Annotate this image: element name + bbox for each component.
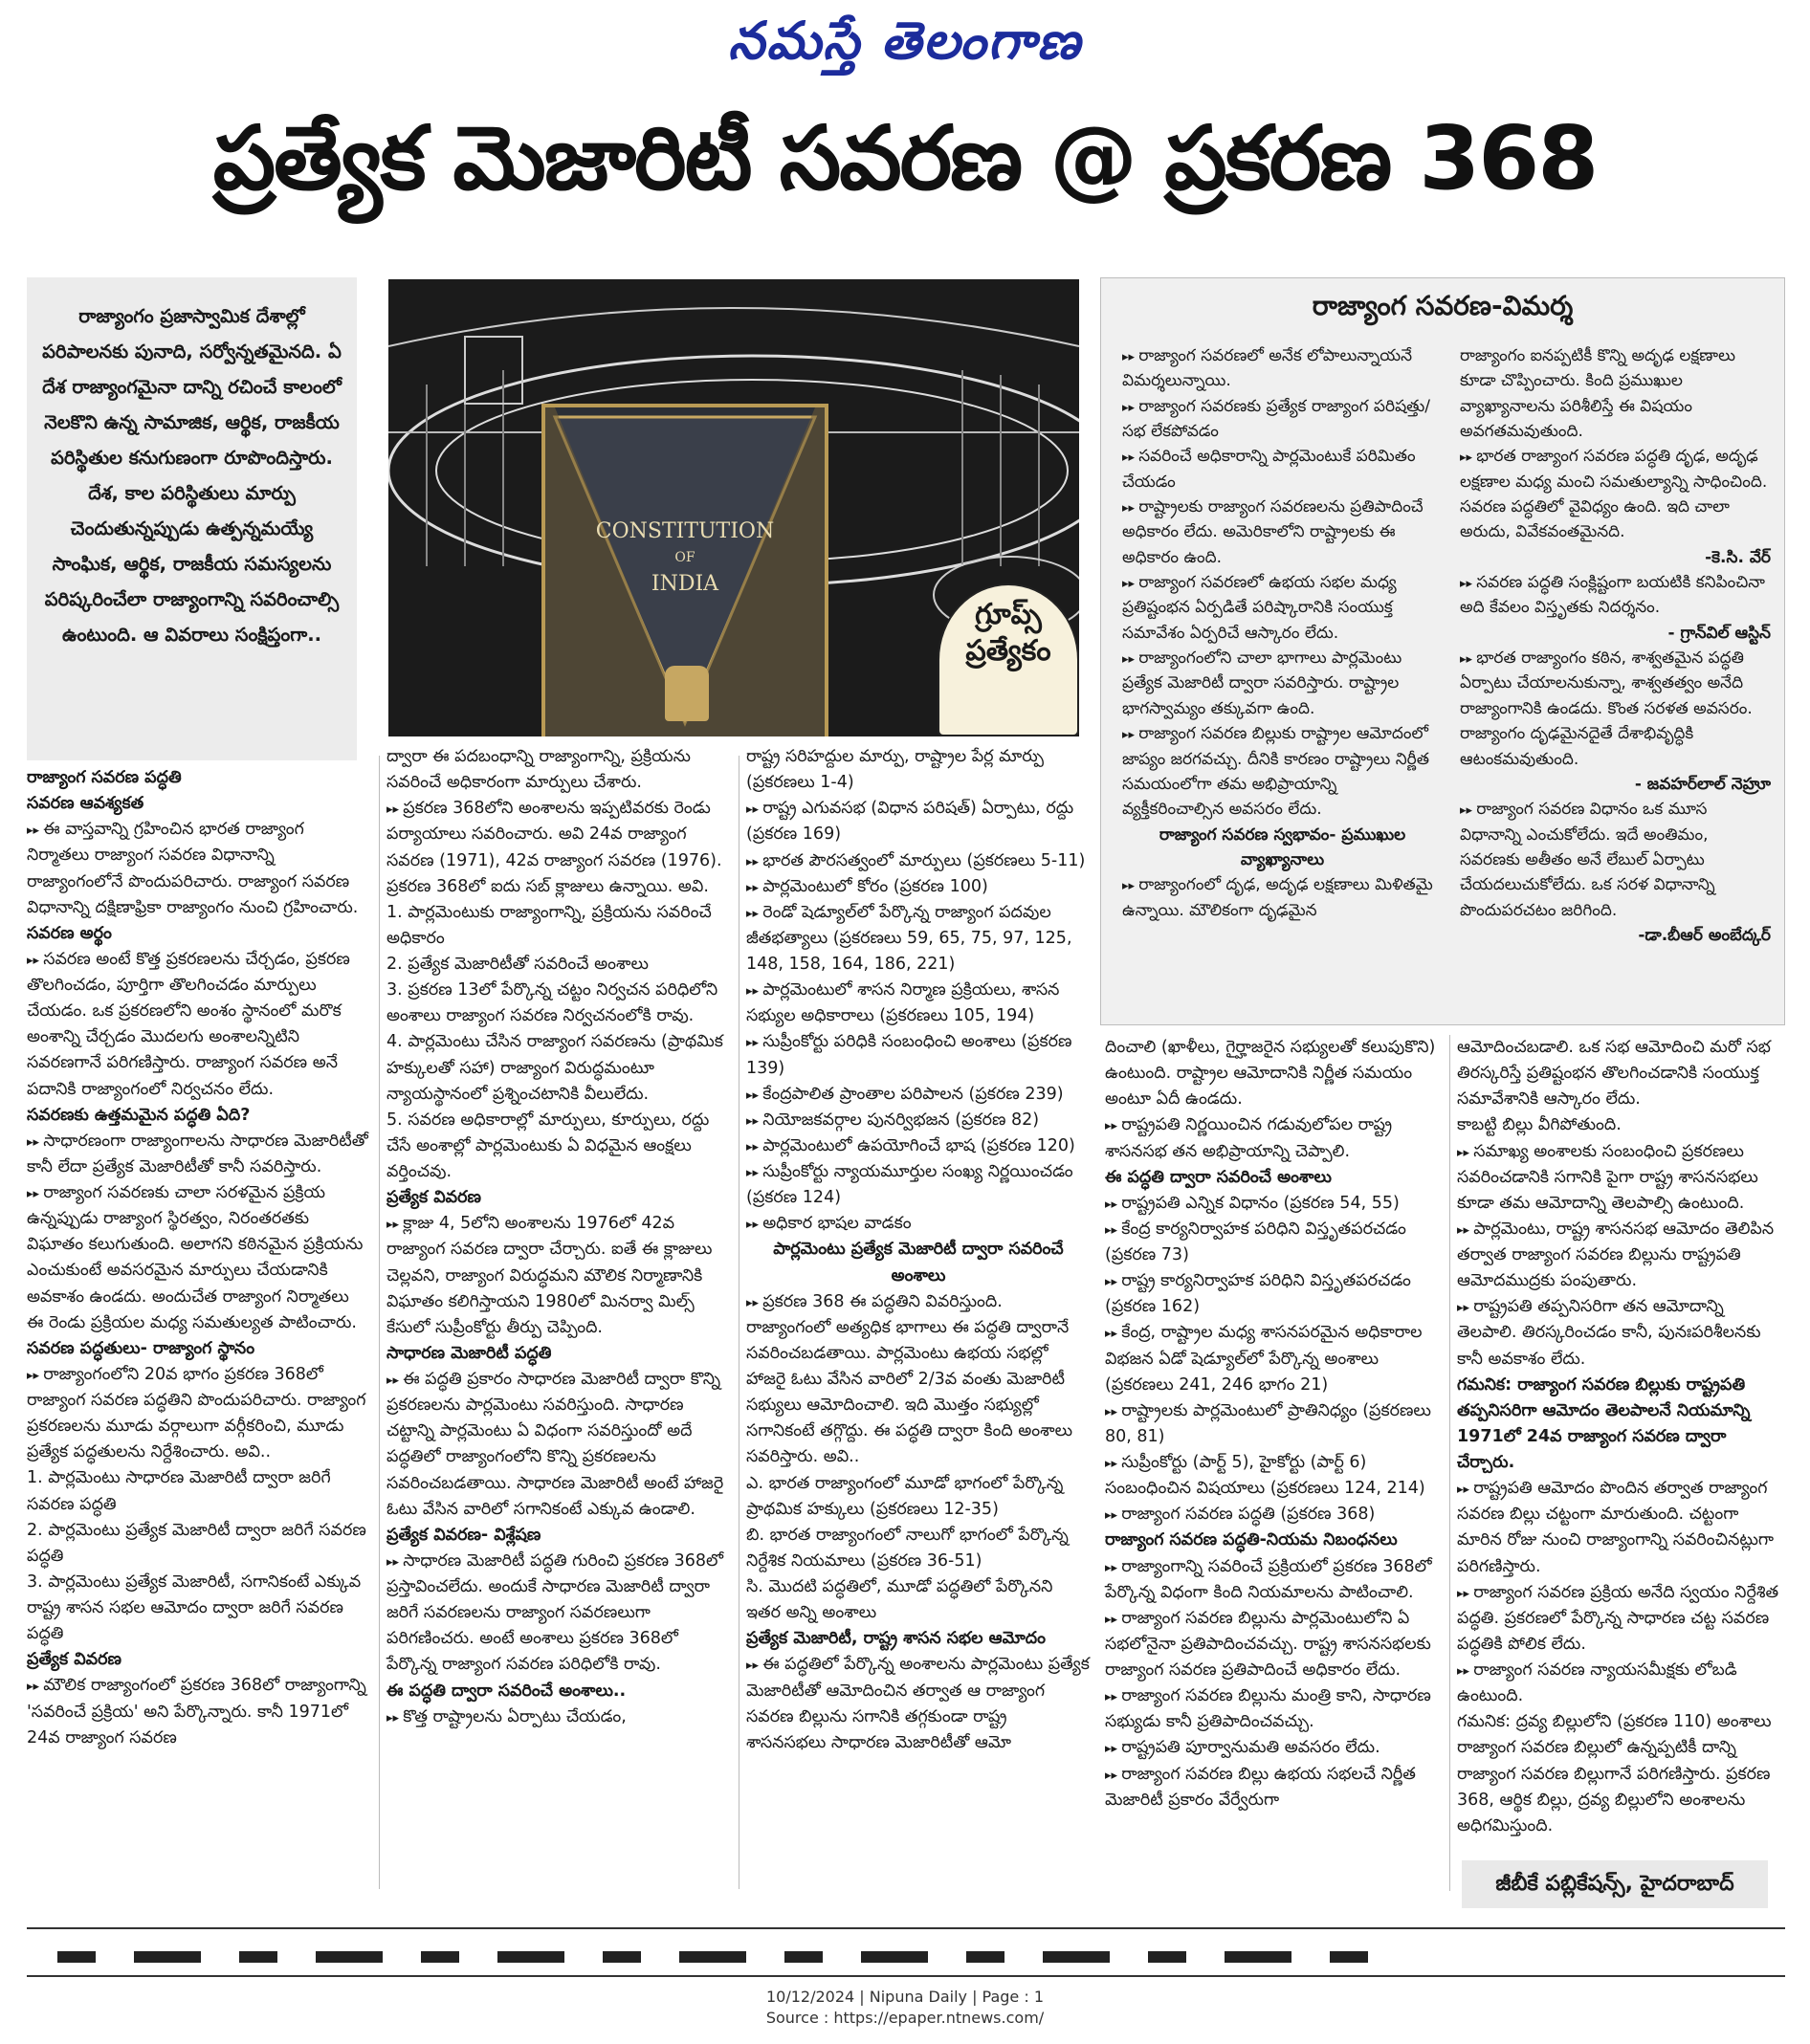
list-item: ▸▸ రాజ్యాంగ సవరణకు ప్రత్యేక రాజ్యాంగ పరిషత్తు/సభ లేకపోవడం: [1122, 394, 1443, 445]
column-1: [27, 765, 369, 1751]
section-heading: సవరణకు ఉత్తమమైన పద్ధతి ఏది?: [27, 1105, 251, 1125]
column-5: [1457, 1035, 1787, 1839]
book-india: INDIA: [651, 572, 719, 596]
paragraph: రాష్ట్ర సరిహద్దుల మార్పు, రాష్ట్రాల పేర్ల మార్పు (ప్రకరణలు 1-4): [746, 747, 1044, 793]
lettered-item: సి. మొదటి పద్ధతిలో, మూడో పద్ధతిలో పేర్కొనని ఇతర అన్ని అంశాలు: [746, 1577, 1053, 1623]
numbered-item: 3. ప్రకరణ 13లో పేర్కొన్న చట్టం నిర్వచన పరిధిలోని అంశాలు రాజ్యాంగ సవరణ నిర్వచనంలోకి రావు.: [386, 980, 718, 1026]
page-headline: ప్రత్యేక మెజారిటీ సవరణ @ ప్రకరణ 368: [212, 107, 1598, 209]
column-divider: [379, 756, 380, 1889]
list-item: ▸▸ రాజ్యాంగంలోని చాలా భాగాలు పార్లమెంటు ప్రత్యేక మెజారిటీ ద్వారా సవరిస్తారు. రాష్ట్రాల భాగస్వామ్యం తక్కువగా ఉంది.: [1122, 646, 1443, 721]
criticism-box: [1100, 277, 1785, 1025]
footer-rule: [27, 1975, 1785, 1977]
list-item: ▸▸ రాష్ట్రపతి ఆమోదం పొందిన తర్వాత రాజ్యాంగ సవరణ బిల్లు చట్టంగా మారుతుంది. చట్టంగా మారిన రోజు నుంచి రాజ్యాంగాన్ని సవరించినట్లుగా పరిగణిస్తారు.: [1457, 1476, 1787, 1580]
list-item: ▸▸ రాజ్యాంగ సవరణ బిల్లుకు రాష్ట్రాల ఆమోదంలో జాప్యం జరగవచ్చు. దీనికి కారణం రాష్ట్రాలు నిర్ణీత సమయంలోగా తమ అభిప్రాయాన్ని వ్యక్తీకరించాల్సిన అవసరం లేదు.: [1122, 721, 1443, 822]
paragraph: ▸▸ సవరణ అంటే కొత్త ప్రకరణలను చేర్చడం, ప్రకరణ తొలగించడం, పూర్తిగా తొలగించడం మార్పులు చేయడం. ఒక ప్రకరణలోని అంశం స్థానంలో మరొక అంశాన్ని చేర్చడం మొదలగు అంశాలన్నిటిని సవరణగానే పరిగణిస్తారు. రాజ్యాంగ సవరణ అనే పదానికి రాజ్యాంగంలో నిర్వచనం లేదు.: [27, 947, 369, 1103]
paragraph: ▸▸ కొత్త రాష్ట్రాలను ఏర్పాటు చేయడం,: [386, 1704, 729, 1730]
numbered-item: 2. పార్లమెంటు ప్రత్యేక మెజారిటీ ద్వారా జరిగే సవరణ పద్ధతి: [27, 1520, 366, 1566]
list-item: ▸▸ సుప్రీంకోర్టు పరిధికి సంబంధించి అంశాలు (ప్రకరణ 139): [746, 1029, 1091, 1081]
paragraph: ▸▸ రాజ్యాంగంలోని 20వ భాగం ప్రకరణ 368లో రాజ్యాంగ సవరణ పద్ధతిని పొందుపరిచారు. రాజ్యాంగ ప్రకరణలను మూడు వర్గాలుగా వర్గీకరించి, మూడు ప్రత్యేక పద్ధతులను నిర్దేశించారు. అవి..: [27, 1362, 369, 1466]
list-item: ▸▸ రెండో షెడ్యూల్‌లో పేర్కొన్న రాజ్యాంగ పదవుల జీతభత్యాలు (ప్రకరణలు 59, 65, 75, 97, 125, 148, 158, 164, 186, 221): [746, 900, 1091, 978]
paragraph: ▸▸ ప్రకరణ 368 ఈ పద్ధతిని వివరిస్తుంది. రాజ్యాంగంలో అత్యధిక భాగాలు ఈ పద్ధతి ద్వారానే సవరించబడతాయి. పార్లమెంటు ఉభయ సభల్లో హాజరై ఓటు వేసిన వారిలో 2/3వ వంతు మెజారిటీ సభ్యులు ఆమోదించాలి. ఇది మొత్తం సభ్యుల్లో సగానికంటే తగ్గొద్దు. ఈ పద్ధతి ద్వారా కింది అంశాలు సవరిస్తారు. అవి..: [746, 1289, 1091, 1471]
paragraph: ▸▸ ఈ పద్ధతి ప్రకారం సాధారణ మెజారిటీ ద్వారా కొన్ని ప్రకరణలను పార్లమెంటు సవరిస్తుంది. సాధారణ చట్టాన్ని పార్లమెంటు ఏ విధంగా సవరిస్తుందో అదే పద్ధతిలో రాజ్యాంగంలోని కొన్ని ప్రకరణలను సవరించబడతాయి. సాధారణ మెజారిటీ అంటే హాజరై ఓటు వేసిన వారిలో సగానికంటే ఎక్కువ ఉండాలి.: [386, 1367, 729, 1523]
note-text: గమనిక: రాజ్యాంగ సవరణ బిల్లుకు రాష్ట్రపతి తప్పనిసరిగా ఆమోదం తెలపాలనే నియమాన్ని 1971లో 24వ రాజ్యాంగ సవరణ ద్వారా చేర్చారు.: [1457, 1374, 1751, 1472]
book-title: CONSTITUTION: [595, 519, 775, 543]
paragraph: ▸▸ ఈ పద్ధతిలో పేర్కొన్న అంశాలను పార్లమెంటు ప్రత్యేక మెజారిటీతో ఆమోదించిన తర్వాత ఆ రాజ్యాంగ సవరణ బిల్లును సగానికి తగ్గకుండా రాష్ట్ర శాసనసభలు సాధారణ మెజారిటీతో ఆమో: [746, 1652, 1091, 1756]
footer-date: 10/12/2024 | Nipuna Daily | Page : 1: [765, 1988, 1045, 2006]
section-heading: రాజ్యాంగ సవరణ స్వభావం- ప్రముఖుల వ్యాఖ్యానాలు: [1159, 824, 1406, 869]
section-heading: రాజ్యాంగ సవరణ పద్ధతి: [27, 768, 182, 787]
list-item: ▸▸ రాష్ట్రపతి తప్పనిసరిగా తన ఆమోదాన్ని తెలపాలి. తిరస్కరించడం కానీ, పునఃపరిశీలనకు కానీ అవకాశం లేదు.: [1457, 1294, 1787, 1372]
list-item: ▸▸ రాజ్యాంగ సవరణలో అనేక లోపాలున్నాయనే విమర్శలున్నాయి.: [1122, 343, 1443, 394]
list-item: ▸▸ సుప్రీంకోర్టు (పార్ట్ 5), హైకోర్టు (పార్ట్ 6) సంబంధించిన విషయాలు (ప్రకరణలు 124, 214): [1105, 1450, 1442, 1502]
paragraph: రాజ్యాంగం ఐనప్పటికీ కొన్ని అదృఢ లక్షణాలు కూడా చొప్పించారు. కింది ప్రముఖుల వ్యాఖ్యానాలను పరిశీలిస్తే ఈ విషయం అవగతమవుతుంది.: [1460, 346, 1736, 442]
numbered-item: 5. సవరణ అధికారాల్లో మార్పులు, కూర్పులు, రద్దు చేసే అంశాల్లో పార్లమెంటుకు ఏ విధమైన ఆంక్షలు వర్తించవు.: [386, 1110, 710, 1181]
paragraph: ▸▸ రాష్ట్రపతి నిర్ణయించిన గడువులోపల రాష్ట్ర శాసనసభ తన అభిప్రాయాన్ని చెప్పాలి.: [1105, 1112, 1442, 1164]
book-of: OF: [674, 550, 695, 565]
masthead-logo: నమస్తే తెలంగాణ: [728, 10, 1082, 71]
cutoff-strip: [57, 1951, 1397, 1963]
list-item: ▸▸ నియోజకవర్గాల పునర్విభజన (ప్రకరణ 82): [746, 1108, 1091, 1133]
list-item: ▸▸ రాష్ట్రాలకు పార్లమెంటులో ప్రాతినిధ్యం (ప్రకరణలు 80, 81): [1105, 1398, 1442, 1450]
note-text: గమనిక: ద్రవ్య బిల్లులోని (ప్రకరణ 110) అంశాలు రాజ్యాంగ సవరణ బిల్లులో ఉన్నప్పటికీ దాన్ని రాజ్యాంగ సవరణ బిల్లుగానే పరిగణిస్తారు. ప్రకరణ 368, ఆర్థిక బిల్లు, ద్రవ్య బిల్లులోని అంశాలను అధిగమిస్తుంది.: [1457, 1712, 1772, 1835]
intro-box: రాజ్యాంగం ప్రజాస్వామిక దేశాల్లో పరిపాలనకు పునాది, సర్వోన్నతమైనది. ఏ దేశ రాజ్యాంగమైనా దాన్ని రచించే కాలంలో నెలకొని ఉన్న సామాజిక, ఆర్థిక, రాజకీయ పరిస్థితుల కనుగుణంగా రూపొందిస్తారు. దేశ, కాల పరిస్థితులు మార్పు చెందుతున్నప్పుడు ఉత్పన్నమయ్యే సాంఘిక, ఆర్థిక, రాజకీయ సమస్యలను పరిష్కరించేలా రాజ్యాంగాన్ని సవరించాల్సి ఉంటుంది. ఆ వివరాలు సంక్షిప్తంగా..: [27, 277, 357, 760]
list-item: ▸▸ రాజ్యాంగ సవరణ ప్రక్రియ అనేది స్వయం నిర్దేశిత పద్ధతి. ప్రకరణలో పేర్కొన్న సాధారణ చట్ట సవరణ పద్ధతికి పోలిక లేదు.: [1457, 1580, 1787, 1658]
paragraph: ద్వారా ఈ పదబంధాన్ని రాజ్యాంగాన్ని, ప్రక్రియను సవరించే అధికారంగా మార్పులు చేశారు.: [386, 747, 691, 793]
numbered-item: 2. ప్రత్యేక మెజారిటీతో సవరించే అంశాలు: [386, 955, 649, 974]
paragraph: ▸▸ సాధారణ మెజారిటీ పద్ధతి గురించి ప్రకరణ 368లో ప్రస్తావించలేదు. అందుకే సాధారణ మెజారిటీ ద్వారా జరిగే సవరణలను రాజ్యాంగ సవరణలుగా పరిగణించరు. అంటే అంశాలు ప్రకరణ 368లో పేర్కొన్న రాజ్యాంగ సవరణ పరిధిలోకి రావు.: [386, 1549, 729, 1679]
list-item: ▸▸ రాజ్యాంగ సవరణ బిల్లును పార్లమెంటులోని ఏ సభలోనైనా ప్రతిపాదించవచ్చు. రాష్ట్ర శాసనసభలకు రాజ్యాంగ సవరణ ప్రతిపాదించే అధికారం లేదు.: [1105, 1606, 1442, 1683]
list-item: ▸▸ పార్లమెంటు, రాష్ట్ర శాసనసభ ఆమోదం తెలిపిన తర్వాత రాజ్యాంగ సవరణ బిల్లును రాష్ట్రపతి ఆమోదముద్రకు పంపుతారు.: [1457, 1217, 1787, 1294]
box-right-column: [1460, 343, 1771, 948]
paragraph: కాబట్టి బిల్లు వీగిపోతుంది.: [1457, 1115, 1622, 1135]
quote-text: ▸▸ భారత రాజ్యాంగ సవరణ పద్ధతి దృఢ, అదృఢ లక్షణాల మధ్య మంచి సమతుల్యాన్ని సాధించింది. సవరణ పద్ధతిలో వైవిధ్యం ఉంది. ఇది చాలా అరుదు, వివేకవంతమైనది.: [1460, 444, 1771, 544]
paragraph: ఆమోదించబడాలి. ఒక సభ ఆమోదించి మరో సభ తిరస్కరిస్తే ప్రతిష్టంభన తొలగించడానికి సంయుక్త సమావేశానికి ఆస్కారం లేదు.: [1457, 1038, 1771, 1110]
section-heading: ప్రత్యేక వివరణ: [27, 1650, 121, 1670]
list-item: ▸▸ రాష్ట్రపతి పూర్వానుమతి అవసరం లేదు.: [1105, 1735, 1442, 1761]
quote-text: ▸▸ భారత రాజ్యాంగం కఠిన, శాశ్వతమైన పద్ధతి ఏర్పాటు చేయాలనుకున్నా, శాశ్వతత్వం అనేది రాజ్యాంగానికి ఉండదు. కొంత సరళత అవసరం. రాజ్యాంగం దృఢమైనదైతే దేశాభివృద్ధికి ఆటంకమవుతుంది.: [1460, 646, 1771, 772]
groups-badge: గ్రూప్స్ ప్రత్యేకం: [938, 583, 1079, 736]
section-heading: ప్రత్యేక వివరణ- విశ్లేషణ: [386, 1525, 541, 1545]
box-title: రాజ్యాంగ సవరణ-విమర్శ: [1312, 290, 1574, 321]
section-heading: ఈ పద్ధతి ద్వారా సవరించే అంశాలు: [1105, 1167, 1332, 1187]
list-item: ▸▸ రాజ్యాంగ సవరణ పద్ధతి (ప్రకరణ 368): [1105, 1502, 1442, 1528]
list-item: ▸▸ రాష్ట్రపతి ఎన్నిక విధానం (ప్రకరణ 54, 55): [1105, 1191, 1442, 1217]
list-item: ▸▸ రాజ్యాంగ సవరణలో ఉభయ సభల మధ్య ప్రతిష్టంభన ఏర్పడితే పరిష్కారానికి సంయుక్త సమావేశం ఏర్పరిచే ఆస్కారం లేదు.: [1122, 570, 1443, 646]
section-heading: పార్లమెంటు ప్రత్యేక మెజారిటీ ద్వారా సవరించే అంశాలు: [773, 1240, 1064, 1286]
list-item: ▸▸ కేంద్రపాలిత ప్రాంతాల పరిపాలన (ప్రకరణ 239): [746, 1082, 1091, 1108]
quote-author: -కె.సి. వేర్: [1705, 547, 1771, 567]
quote-text: ▸▸ సవరణ పద్ధతి సంక్లిష్టంగా బయటికి కనిపించినా అది కేవలం విస్తృతకు నిదర్శనం.: [1460, 570, 1771, 621]
section-heading: సాధారణ మెజారిటీ పద్ధతి: [386, 1343, 552, 1363]
list-item: ▸▸ కేంద్ర, రాష్ట్రాల మధ్య శాసనపరమైన అధికారాల విభజన ఏడో షెడ్యూల్‌లో పేర్కొన్న అంశాలు (ప్రకరణలు 241, 246 భాగం 21): [1105, 1320, 1442, 1397]
section-heading: ప్రత్యేక వివరణ: [386, 1188, 481, 1208]
section-heading: సవరణ అర్థం: [27, 923, 112, 943]
list-item: ▸▸ పార్లమెంటులో ఉపయోగించే భాష (ప్రకరణ 120): [746, 1133, 1091, 1159]
paragraph: ▸▸ మౌలిక రాజ్యాంగంలో ప్రకరణ 368లో రాజ్యాంగాన్ని 'సవరించే ప్రక్రియ' అని పేర్కొన్నారు. కానీ 1971లో 24వ రాజ్యాంగ సవరణ: [27, 1673, 369, 1750]
column-4: [1105, 1035, 1442, 1813]
list-item: ▸▸ రాజ్యాంగంలో దృఢ, అదృఢ లక్షణాలు మిళితమై ఉన్నాయి. మౌలికంగా దృఢమైన: [1122, 872, 1443, 923]
section-heading: ప్రత్యేక మెజారిటీ, రాష్ట్ర శాసన సభల ఆమోదం: [746, 1629, 1046, 1649]
numbered-item: 4. పార్లమెంటు చేసిన రాజ్యాంగ సవరణను (ప్రాథమిక హక్కులతో సహా) రాజ్యాంగ విరుద్ధమంటూ న్యాయస్థానంలో ప్రశ్నించటానికి వీలులేదు.: [386, 1032, 723, 1104]
paragraph: ▸▸ రాజ్యాంగ సవరణకు చాలా సరళమైన ప్రక్రియ ఉన్నప్పుడు రాజ్యాంగ స్థిరత్వం, నిరంతరతకు విఘాతం కలుగుతుంది. అలాగని కఠినమైన ప్రక్రియను ఎంచుకుంటే అవసరమైన మార్పులు చేయడానికి అవకాశం ఉండదు. అందుచేత రాజ్యాంగ నిర్మాతలు ఈ రెండు ప్రక్రియల మధ్య సమతుల్యత పాటించారు.: [27, 1180, 369, 1336]
list-item: ▸▸ రాష్ట్రాలకు రాజ్యాంగ సవరణలను ప్రతిపాదించే అధికారం లేదు. అమెరికాలోని రాష్ట్రాలకు ఈ అధికారం ఉంది.: [1122, 495, 1443, 570]
paragraph: ▸▸ క్లాజు 4, 5లోని అంశాలను 1976లో 42వ రాజ్యాంగ సవరణ ద్వారా చేర్చారు. ఐతే ఈ క్లాజులు చెల్లవని, రాజ్యాంగ విరుద్ధమని మౌలిక నిర్మాణానికి విఘాతం కలిగిస్తాయని 1980లో మినర్వా మిల్స్ కేసులో సుప్రీంకోర్టు తీర్పు చెప్పింది.: [386, 1211, 729, 1341]
quote-author: -డా.బీఆర్ అంబేద్కర్: [1638, 925, 1771, 945]
lettered-item: ఎ. భారత రాజ్యాంగంలో మూడో భాగంలో పేర్కొన్న ప్రాథమిక హక్కులు (ప్రకరణలు 12-35): [746, 1473, 1064, 1519]
constitution-book: [541, 404, 828, 736]
footer-source: Source : https://epaper.ntnews.com/: [765, 2009, 1045, 2027]
list-item: ▸▸ సవరించే అధికారాన్ని పార్లమెంటుకే పరిమితం చేయడం: [1122, 444, 1443, 495]
list-item: ▸▸ సమాఖ్య అంశాలకు సంబంధించి ప్రకరణలు సవరించడానికి సగానికి పైగా రాష్ట్ర శాసనసభలు కూడా తమ ఆమోదాన్ని తెలపాల్సి ఉంటుంది.: [1457, 1139, 1787, 1217]
list-item: ▸▸ పార్లమెంటులో కోరం (ప్రకరణ 100): [746, 874, 1091, 900]
column-2: [386, 744, 729, 1730]
list-item: ▸▸ భారత పౌరసత్వంలో మార్పులు (ప్రకరణలు 5-11): [746, 848, 1091, 874]
list-item: ▸▸ సుప్రీంకోర్టు న్యాయమూర్తుల సంఖ్య నిర్ణయించడం (ప్రకరణ 124): [746, 1159, 1091, 1211]
list-item: ▸▸ రాష్ట్ర ఎగువసభ (విధాన పరిషత్) ఏర్పాటు, రద్దు (ప్రకరణ 169): [746, 796, 1091, 847]
quote-author: - జవహర్‌లాల్ నెహ్రూ: [1634, 774, 1771, 794]
section-heading: సవరణ ఆవశ్యకత: [27, 794, 144, 814]
quote-author: - గ్రాన్‌విల్ ఆస్టిన్: [1667, 623, 1771, 643]
section-heading: సవరణ పద్ధతులు- రాజ్యాంగ స్థానం: [27, 1338, 255, 1358]
list-item: ▸▸ పార్లమెంటులో శాసన నిర్మాణ ప్రక్రియలు, శాసన సభ్యుల అధికారాలు (ప్రకరణలు 105, 194): [746, 978, 1091, 1029]
list-item: ▸▸ రాజ్యాంగ సవరణ న్యాయసమీక్షకు లోబడి ఉంటుంది.: [1457, 1658, 1787, 1709]
list-item: ▸▸ రాజ్యాంగ సవరణ బిల్లు ఉభయ సభలచే నిర్ణీత మెజారిటీ ప్రకారం వేర్వేరుగా: [1105, 1762, 1442, 1813]
list-item: ▸▸ రాజ్యాంగాన్ని సవరించే ప్రక్రియలో ప్రకరణ 368లో పేర్కొన్న విధంగా కింది నియమాలను పాటించాలి.: [1105, 1554, 1442, 1606]
column-3: [746, 744, 1091, 1756]
numbered-item: 1. పార్లమెంటు సాధారణ మెజారిటీ ద్వారా జరిగే సవరణ పద్ధతి: [27, 1468, 331, 1514]
paragraph: ▸▸ సాధారణంగా రాజ్యాంగాలను సాధారణ మెజారిటీతో కానీ లేదా ప్రత్యేక మెజారిటీతో కానీ సవరిస్తారు.: [27, 1129, 369, 1180]
bottom-rule: [27, 1927, 1785, 1929]
paragraph: ▸▸ ఈ వాస్తవాన్ని గ్రహించిన భారత రాజ్యాంగ నిర్మాతలు రాజ్యాంగ సవరణ విధానాన్ని రాజ్యాంగంలోనే పొందుపరిచారు. రాజ్యాంగ సవరణ విధానాన్ని దక్షిణాఫ్రికా రాజ్యాంగం నుంచి గ్రహించారు.: [27, 817, 369, 921]
list-item: ▸▸ అధికార భాషల వాడకం: [746, 1211, 1091, 1237]
section-heading: ఈ పద్ధతి ద్వారా సవరించే అంశాలు..: [386, 1681, 627, 1701]
constitution-photo: [388, 279, 1079, 736]
box-left-column: [1122, 343, 1443, 923]
publisher-credit: జీబీకే పబ్లికేషన్స్, హైదరాబాద్: [1462, 1860, 1768, 1908]
paragraph: ప్రకరణ 368లో ఐదు సబ్ క్లాజులు ఉన్నాయి. అవి.: [386, 876, 709, 896]
numbered-item: 3. పార్లమెంటు ప్రత్యేక మెజారిటీ, సగానికంటే ఎక్కువ రాష్ట్ర శాసన సభల ఆమోదం ద్వారా జరిగే సవరణ పద్ధతి: [27, 1571, 362, 1644]
numbered-item: 1. పార్లమెంటుకు రాజ్యాంగాన్ని, ప్రక్రియను సవరించే అధికారం: [386, 902, 712, 948]
column-divider: [1449, 1035, 1450, 1891]
section-heading: రాజ్యాంగ సవరణ పద్ధతి-నియమ నిబంధనలు: [1105, 1530, 1398, 1550]
list-item: ▸▸ రాజ్యాంగ సవరణ బిల్లును మంత్రి కాని, సాధారణ సభ్యుడు కానీ ప్రతిపాదించవచ్చు.: [1105, 1683, 1442, 1735]
ashoka-emblem-icon: [665, 666, 709, 721]
lettered-item: బి. భారత రాజ్యాంగంలో నాలుగో భాగంలో పేర్కొన్న నిర్దేశిక నియమాలు (ప్రకరణ 36-51): [746, 1525, 1069, 1571]
paragraph: దించాలి (ఖాళీలు, గైర్హాజరైన సభ్యులతో కలుపుకొని) ఉంటుంది. రాష్ట్రాల ఆమోదానికి నిర్ణీత సమయం అంటూ ఏదీ ఉండదు.: [1105, 1038, 1436, 1110]
paragraph: ▸▸ ప్రకరణ 368లోని అంశాలను ఇప్పటివరకు రెండు పర్యాయాలు సవరించారు. అవి 24వ రాజ్యాంగ సవరణ (1971), 42వ రాజ్యాంగ సవరణ (1976).: [386, 796, 729, 873]
list-item: ▸▸ కేంద్ర కార్యనిర్వాహక పరిధిని విస్తృతపరచడం (ప్రకరణ 73): [1105, 1217, 1442, 1268]
list-item: ▸▸ రాష్ట్ర కార్యనిర్వాహక పరిధిని విస్తృతపరచడం (ప్రకరణ 162): [1105, 1268, 1442, 1320]
quote-text: ▸▸ రాజ్యాంగ సవరణ విధానం ఒక మూస విధానాన్ని ఎంచుకోలేదు. ఇదే అంతిమం, సవరణకు అతీతం అనే లేబుల్ ఏర్పాటు చేయదలుచుకోలేదు. ఒక సరళ విధానాన్ని పొందుపరచటం జరిగింది.: [1460, 797, 1771, 923]
